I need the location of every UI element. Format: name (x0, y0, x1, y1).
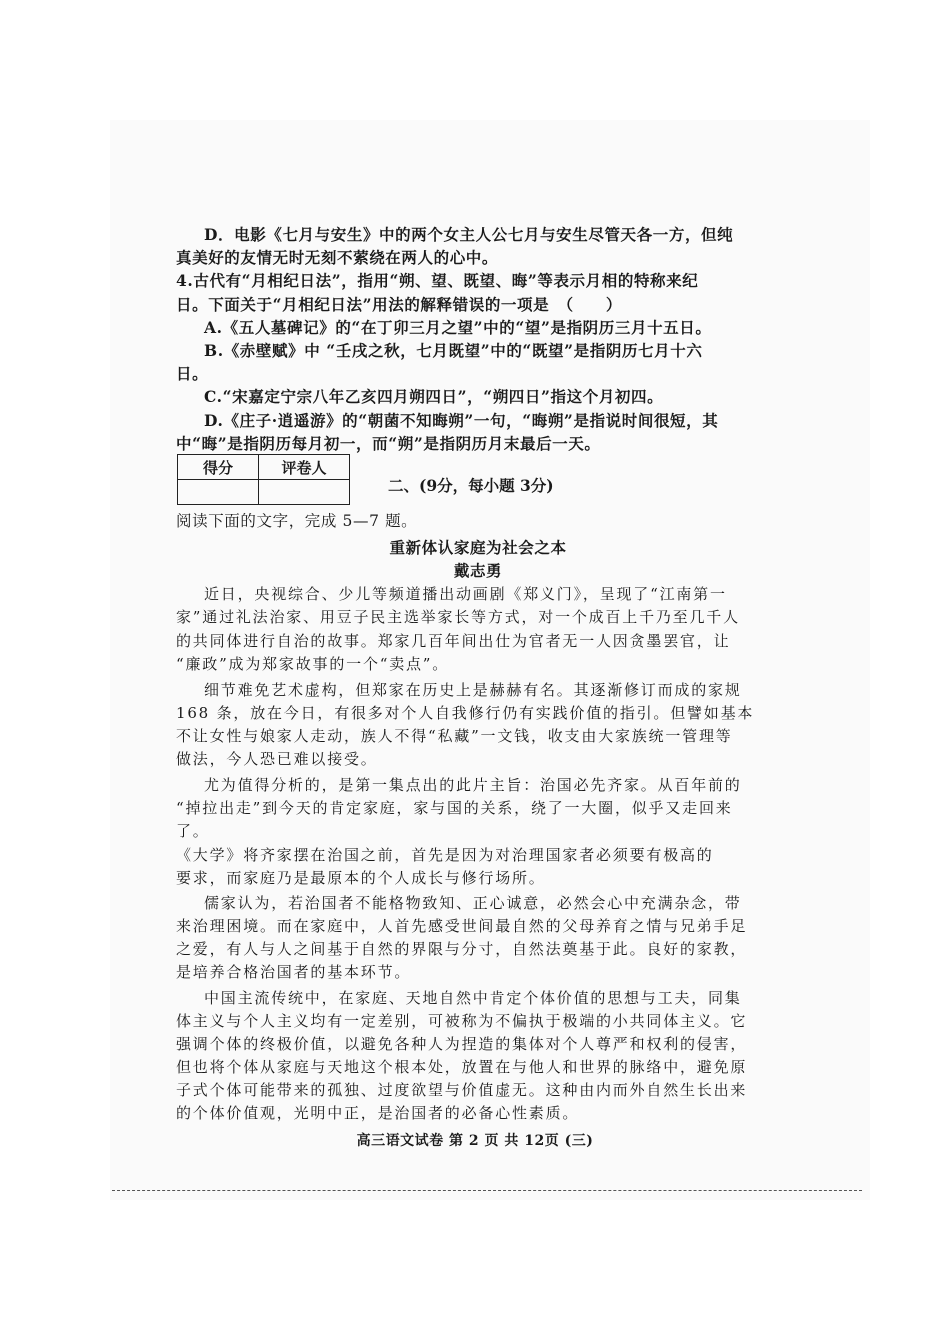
article-line: 子式个体可能带来的孤独、过度欲望与价值虚无。这种由内而外自然生长出来 (176, 1081, 748, 1099)
grader-cell (259, 480, 350, 505)
grader-header: 评卷人 (259, 455, 350, 480)
article-line: 《大学》将齐家摆在治国之前，首先是因为对治理国家者必须要有极高的 (176, 846, 714, 864)
instruction: 阅读下面的文字，完成 5—7 题。 (176, 512, 418, 530)
article-line: 168 条，放在今日，有很多对个人自我修行仍有实践价值的指引。但譬如基本 (176, 704, 755, 722)
article-line: 中国主流传统中，在家庭、天地自然中肯定个体价值的思想与工夫，同集 (204, 989, 742, 1007)
text-line: 日。 (176, 364, 209, 383)
article-line: 家”通过礼法治家、用豆子民主选举家长等方式，对一个成百上千乃至几千人 (176, 608, 740, 626)
article-line: 近日，央视综合、少儿等频道播出动画剧《郑义门》，呈现了“江南第一 (204, 585, 727, 603)
article-line: 来治理困境。而在家庭中，人首先感受世间最自然的父母养育之情与兄弟手足 (176, 917, 748, 935)
article-line: 的个体价值观，光明中正，是治国者的必备心性素质。 (176, 1104, 580, 1122)
score-header: 得分 (178, 455, 259, 480)
article-line: 体主义与个人主义均有一定差别，可被称为不偏执于极端的小共同体主义。它 (176, 1012, 748, 1030)
section-title: 二、(9分，每小题 3分) (388, 476, 554, 495)
article-author: 戴志勇 (453, 561, 503, 580)
text-line: B.《赤壁赋》中 “壬戌之秋，七月既望”中的“既望”是指阴历七月十六 (204, 341, 703, 360)
score-cell (178, 480, 259, 505)
text-line: D．电影《七月与安生》中的两个女主人公七月与安生尽管天各一方，但纯 (204, 225, 734, 244)
article-line: “掉拉出走”到今天的肯定家庭，家与国的关系，绕了一大圈，似乎又走回来 (176, 799, 733, 817)
text-line: D.《庄子·逍遥游》的“朝菌不知晦朔”一句，“晦朔”是指说时间很短，其 (204, 411, 719, 430)
text-line: A.《五人墓碑记》的“在丁卯三月之望”中的“望”是指阴历三月十五日。 (204, 318, 712, 337)
article-line: 要求，而家庭乃是最原本的个人成长与修行场所。 (176, 869, 546, 887)
text-line: 中“晦”是指阴历每月初一，而“朔”是指阴历月末最后一天。 (176, 434, 601, 453)
score-table (177, 454, 350, 505)
divider (112, 1190, 862, 1191)
article-line: 了。 (176, 822, 210, 840)
article-line: 的共同体进行自治的故事。郑家几百年间出仕为官者无一人因贪墨罢官，让 (176, 632, 731, 650)
article-title: 重新体认家庭为社会之本 (389, 538, 567, 557)
article-line: 尤为值得分析的，是第一集点出的此片主旨：治国必先齐家。从百年前的 (204, 776, 742, 794)
article-line: “廉政”成为郑家故事的一个“卖点”。 (176, 655, 450, 673)
text-line: 真美好的友情无时无刻不萦绕在两人的心中。 (176, 248, 499, 267)
article-line: 不让女性与娘家人走动，族人不得“私藏”一文钱，收支由大家族统一管理等 (176, 727, 733, 745)
article-line: 细节难免艺术虚构，但郑家在历史上是赫赫有名。其逐渐修订而成的家规 (204, 681, 742, 699)
article-line: 儒家认为，若治国者不能格物致知、正心诚意，必然会心中充满杂念，带 (204, 894, 742, 912)
article-line: 做法，今人恐已难以接受。 (176, 750, 378, 768)
page-footer: 高三语文试卷 第 2 页 共 12页 (三) (356, 1133, 594, 1149)
article-line: 但也将个体从家庭与天地这个根本处，放置在与他人和世界的脉络中，避免原 (176, 1058, 748, 1076)
text-line: 日。下面关于“月相纪日法”用法的解释错误的一项是 （ ） (176, 295, 622, 314)
text-line: C.“宋嘉定宁宗八年乙亥四月朔四日”，“朔四日”指这个月初四。 (204, 387, 664, 406)
article-line: 强调个体的终极价值，以避免各种人为捏造的集体对个人尊严和权利的侵害， (176, 1035, 748, 1053)
article-line: 是培养合格治国者的基本环节。 (176, 963, 412, 981)
article-line: 之爱，有人与人之间基于自然的界限与分寸，自然法奠基于此。良好的家教， (176, 940, 748, 958)
text-line: 4.古代有“月相纪日法”，指用“朔、望、既望、晦”等表示月相的特称来纪 (176, 271, 699, 290)
